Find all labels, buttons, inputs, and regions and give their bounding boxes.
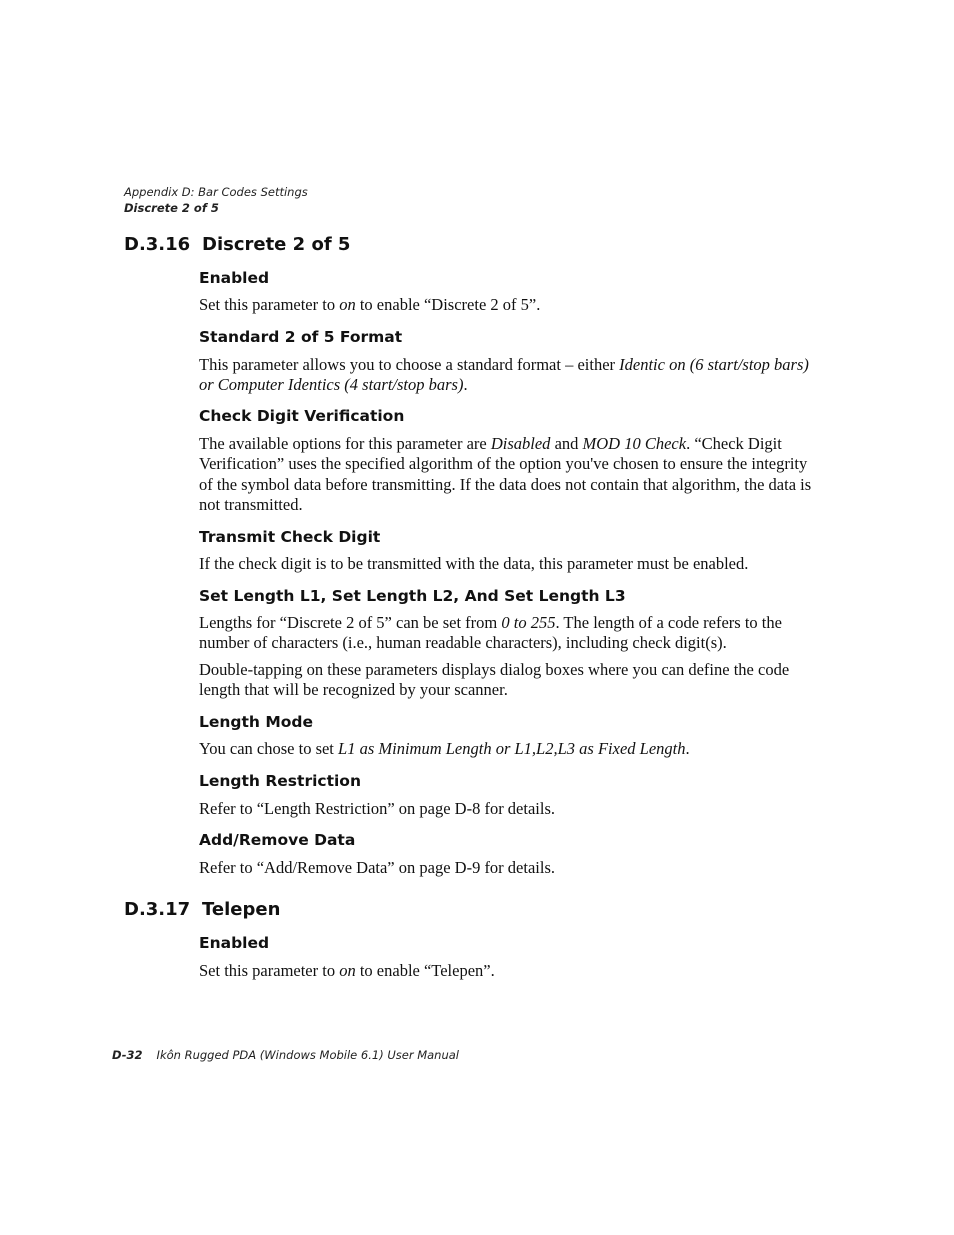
subsection-heading: Enabled <box>199 269 270 287</box>
section-number: D.3.17 <box>124 899 191 920</box>
running-header-chapter: Appendix D: Bar Codes Settings <box>124 185 308 199</box>
section-heading <box>124 899 280 920</box>
paragraph: Set this parameter to on to enable “Telepen”. <box>199 961 495 980</box>
subsection-heading: Transmit Check Digit <box>199 528 381 546</box>
paragraph: You can chose to set L1 as Minimum Length or L1,L2,L3 as Fixed Length. <box>199 739 690 758</box>
paragraph: Refer to “Add/Remove Data” on page D-9 for details. <box>199 858 555 877</box>
paragraph: Lengths for “Discrete 2 of 5” can be set from 0 to 255. The length of a code refers to the number of characters (i.e., human readable characters), including check digit(s). <box>199 613 782 653</box>
paragraph: The available options for this parameter are Disabled and MOD 10 Check. “Check Digit Verification” uses the specified algorithm of the option you've chosen to ensure the integrity of the symbol data before transmitting. If the data does not contain that algorithm, the data is not transmitted. <box>199 434 812 514</box>
page-footer <box>112 1048 459 1062</box>
section-heading <box>124 234 350 255</box>
section-title: Discrete 2 of 5 <box>202 234 351 255</box>
subsection-heading: Length Mode <box>199 713 314 731</box>
paragraph: If the check digit is to be transmitted with the data, this parameter must be enabled. <box>199 554 749 573</box>
subsection-heading: Set Length L1, Set Length L2, And Set Length L3 <box>199 587 626 605</box>
page-number: D-32 <box>112 1048 143 1062</box>
paragraph: This parameter allows you to choose a standard format – either Identic on (6 start/stop bars) or Computer Identics (4 start/stop bars). <box>199 355 809 395</box>
subsection-heading: Enabled <box>199 934 270 952</box>
running-header-section: Discrete 2 of 5 <box>124 201 219 215</box>
paragraph: Double-tapping on these parameters displays dialog boxes where you can define the code length that will be recognized by your scanner. <box>199 660 790 700</box>
section-title: Telepen <box>202 899 281 920</box>
section-number: D.3.16 <box>124 234 191 255</box>
paragraph: Refer to “Length Restriction” on page D-8 for details. <box>199 799 556 818</box>
paragraph: Set this parameter to on to enable “Discrete 2 of 5”. <box>199 295 541 314</box>
subsection-heading: Length Restriction <box>199 772 361 790</box>
subsection-heading: Check Digit Verification <box>199 407 405 425</box>
subsection-heading: Standard 2 of 5 Format <box>199 328 403 346</box>
subsection-heading: Add/Remove Data <box>199 831 356 849</box>
manual-title: Ikôn Rugged PDA (Windows Mobile 6.1) User Manual <box>156 1048 459 1062</box>
